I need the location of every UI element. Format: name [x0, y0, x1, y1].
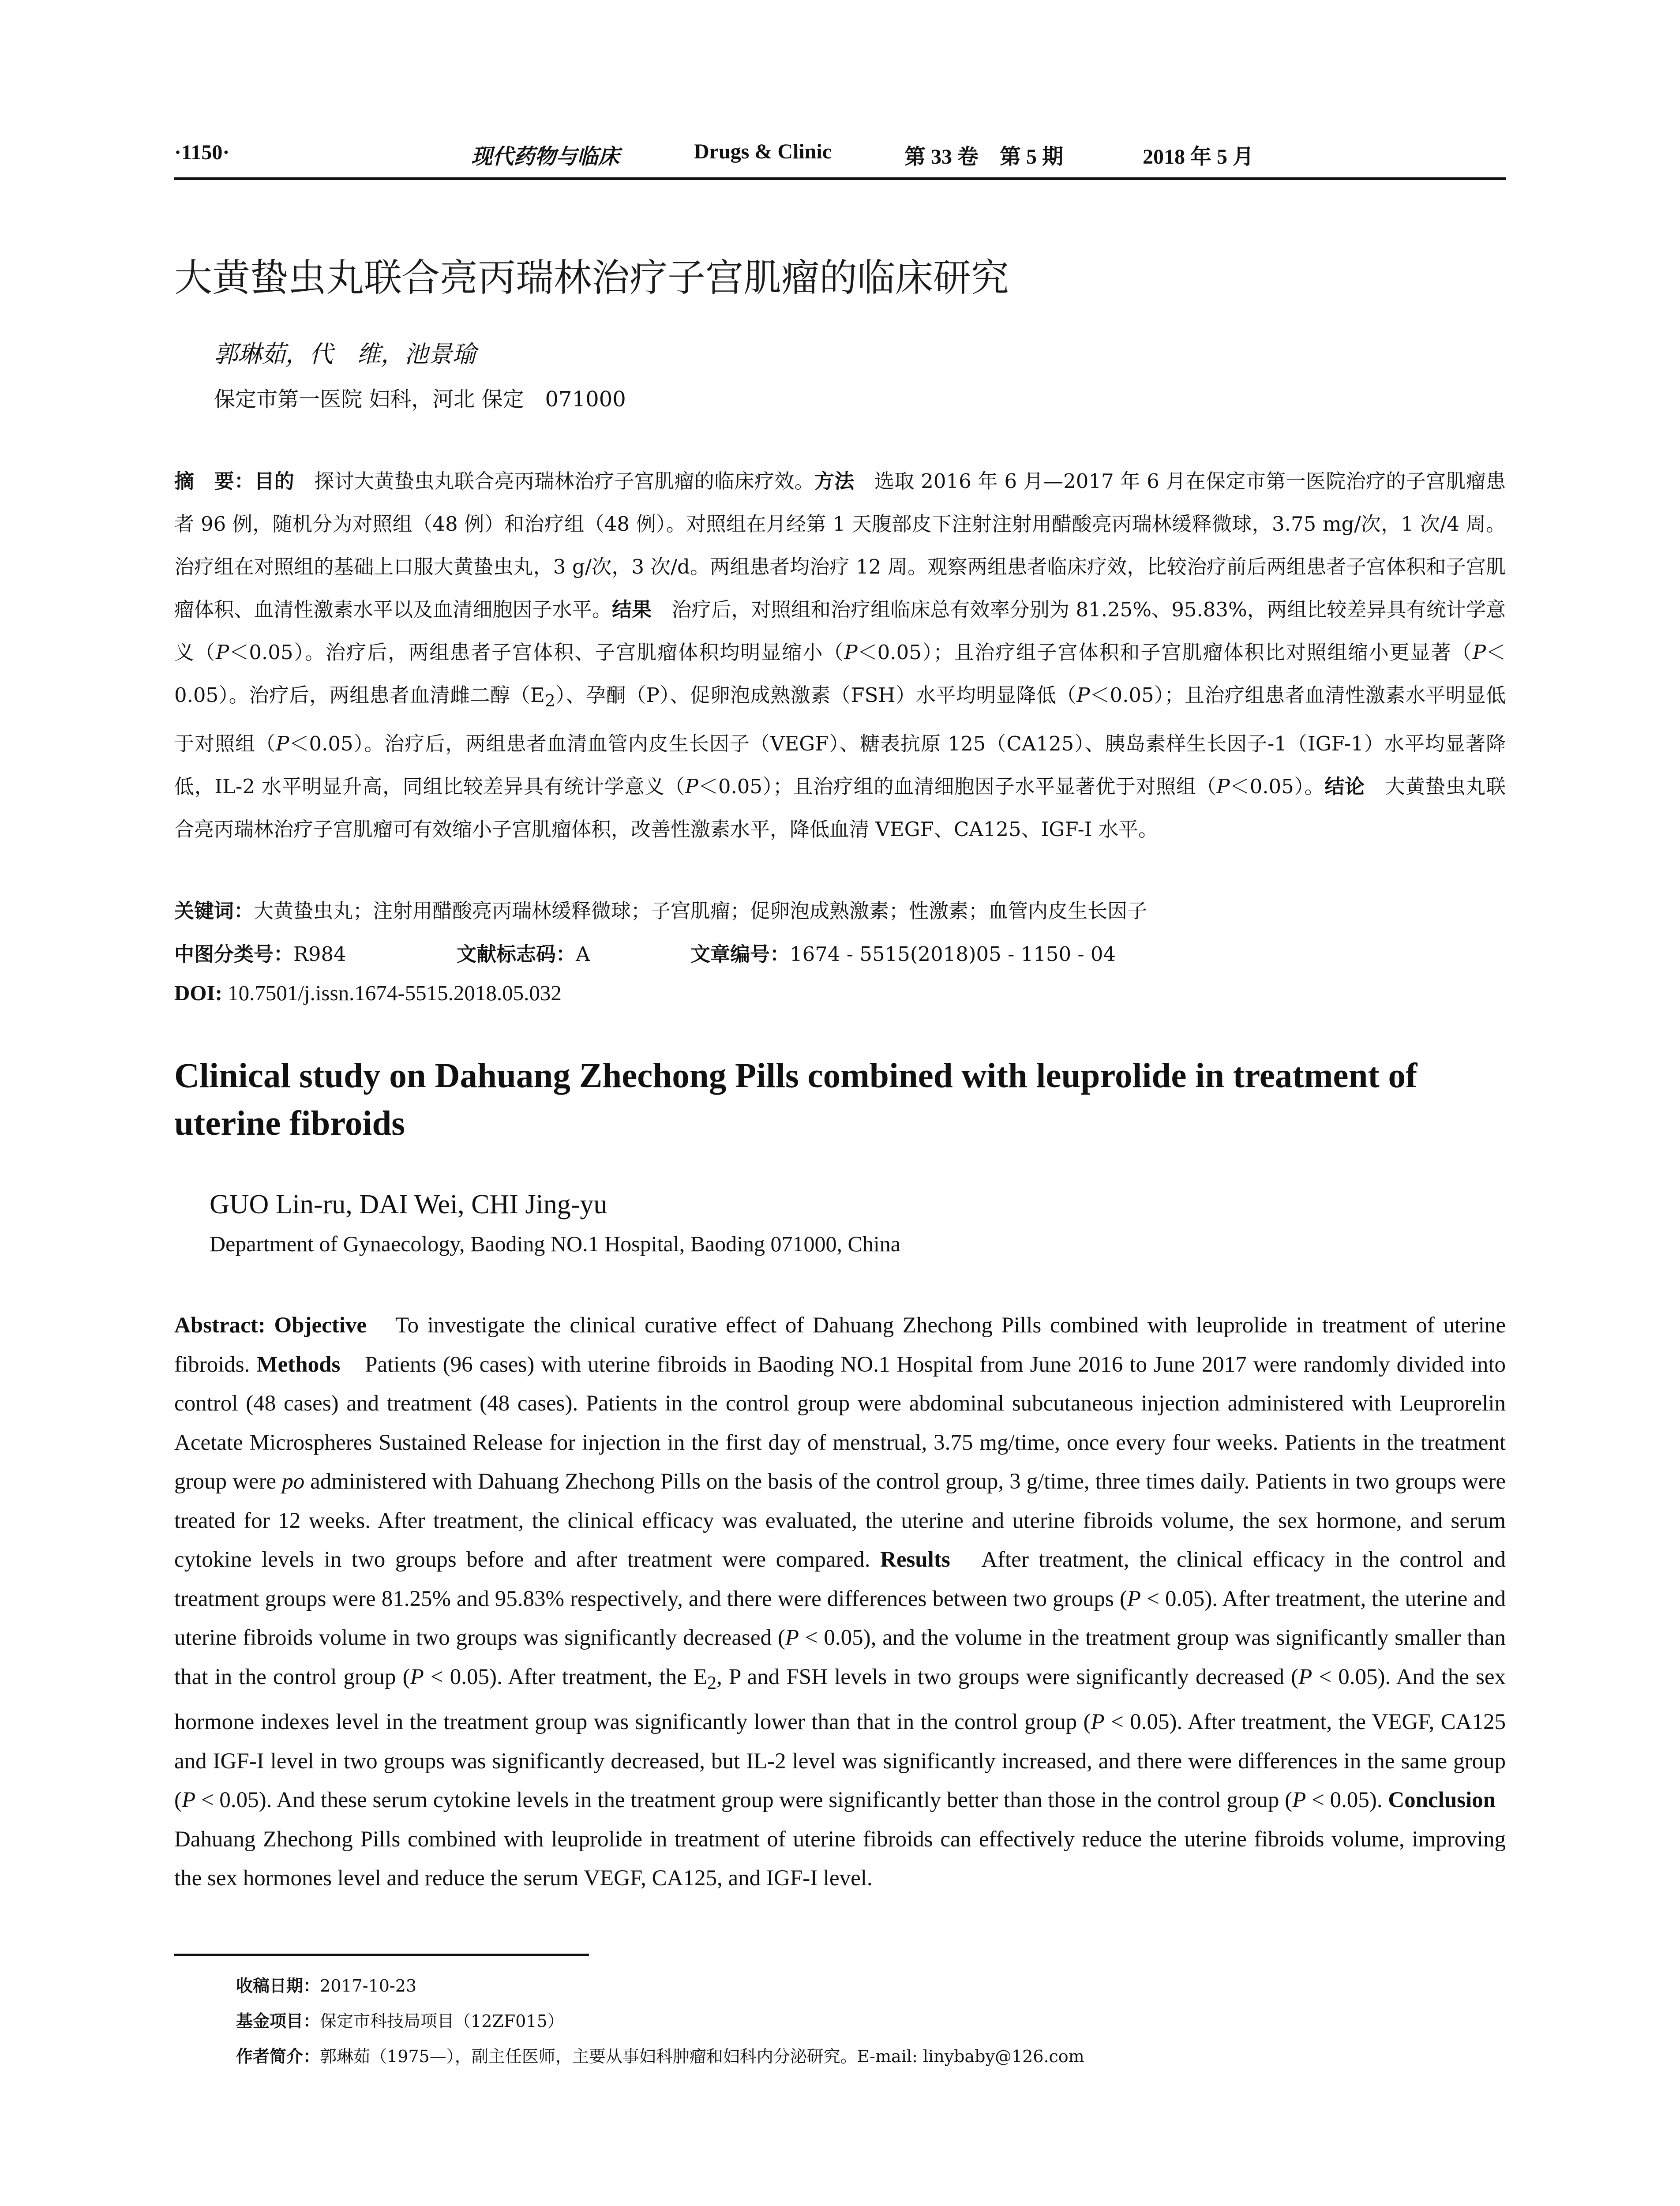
footnote-text: 郭琳茹（1975—），副主任医师，主要从事妇科肿瘤和妇科内分泌研究。E-mail: linybaby@126.com: [320, 2047, 1084, 2066]
journal-name-en: Drugs & Clinic: [694, 140, 832, 163]
results-cn-text: ＜0.05）；且治疗组的血清细胞因子水平显著优于对照组（: [698, 775, 1217, 798]
p-symbol: P: [410, 1664, 424, 1689]
objective-cn-label: 目的: [254, 469, 295, 493]
results-cn-text: ＜0.05）。治疗后，两组患者血清雌二醇（E: [174, 641, 1506, 707]
conclusion-cn-text: 大黄蛰虫丸联合亮丙瑞林治疗子宫肌瘤可有效缩小子宫肌瘤体积，改善性激素水平，降低血清 VEGF、CA125、IGF-I 水平。: [174, 775, 1506, 841]
journal-volume-issue: 第 33 卷 第 5 期: [904, 145, 1064, 169]
results-en-label: Results: [880, 1547, 950, 1572]
conclusion-en-label: Conclusion: [1388, 1788, 1496, 1813]
header-rule: [174, 177, 1506, 180]
article-no-value: 1674 - 5515(2018)05 - 1150 - 04: [790, 942, 1116, 966]
footnote-label: 作者简介：: [236, 2047, 320, 2066]
footnote-label: 收稿日期：: [236, 1976, 320, 1996]
doi-value: 10.7501/j.issn.1674-5515.2018.05.032: [222, 981, 562, 1005]
results-cn-text: ＜0.05）；且治疗组患者血清性激素水平明显低于对照组（: [174, 683, 1506, 755]
footnote-text: 2017-10-23: [320, 1976, 417, 1996]
results-cn-text: ＜0.05）。治疗后，两组患者子宫体积、子宫肌瘤体积均明显缩小（: [229, 641, 844, 664]
p-symbol: P: [1216, 775, 1230, 798]
results-cn-text: ）、孕酮（P）、促卵泡成熟激素（FSH）水平均明显降低（: [555, 683, 1077, 707]
results-cn-text: ＜0.05）。: [1230, 775, 1325, 798]
methods-en-text: Patients (96 cases) with uterine fibroids in Baoding NO.1 Hospital from June 2016 to June 2017 were randomly divided into control (48 cases) and treatment (48 cases). Patients in the control group were abdominal subcutaneous injection administered with Leuprorelin Acetate Microspheres Sustained Release for injection in the first day of menstrual, 3.75 mg/time, once every four weeks. Patients in the treatment group were: [174, 1352, 1506, 1494]
article-no-label: 文章编号：: [690, 942, 790, 966]
keywords-label: 关键词：: [174, 899, 254, 923]
results-cn-text: ＜0.05）。治疗后，两组患者血清血管内皮生长因子（VEGF）、糖表抗原 125（CA125）、胰岛素样生长因子-1（IGF-1）水平均显著降低，IL-2 水平明显升高，同组比较差异具有统计学意义（: [174, 732, 1506, 798]
abstract-en-label: Abstract: Objective: [174, 1313, 367, 1338]
page-number: ·1150·: [174, 141, 230, 164]
authors-cn: 郭琳茹，代 维，池景瑜: [214, 340, 476, 368]
authors-en: GUO Lin-ru, DAI Wei, CHI Jing-yu: [210, 1189, 608, 1219]
objective-cn-text: 探讨大黄蛰虫丸联合亮丙瑞林治疗子宫肌瘤的临床疗效。: [294, 469, 814, 493]
conclusion-en-text: Dahuang Zhechong Pills combined with leuprolide in treatment of uterine fibroids can effectively reduce the uterine fibroids volume, improving the sex hormones level and reduce the serum VEGF, CA125, and IGF-I level.: [174, 1788, 1519, 1891]
journal-name-cn: 现代药物与临床: [471, 145, 620, 169]
p-symbol: P: [1292, 1788, 1306, 1813]
conclusion-cn-label: 结论: [1324, 775, 1365, 798]
paper-title-en: Clinical study on Dahuang Zhechong Pills combined with leuprolide in treatment of uterine fibroids: [174, 1057, 1418, 1143]
results-cn-label: 结果: [611, 598, 652, 621]
results-en-text: < 0.05). After treatment, the VEGF, CA125 and IGF-I level in two groups was significantly decreased, but IL-2 level was significantly increased, and there were differences in the same group (: [174, 1710, 1506, 1813]
keywords-text: 大黄蛰虫丸；注射用醋酸亮丙瑞林缓释微球；子宫肌瘤；促卵泡成熟激素；性激素；血管内皮生长因子: [254, 899, 1148, 923]
p-symbol: P: [1091, 1710, 1105, 1735]
footnote-label: 基金项目：: [236, 2011, 320, 2031]
clc-value: R984: [293, 942, 346, 966]
methods-cn-text: 选取 2016 年 6 月—2017 年 6 月在保定市第一医院治疗的子宫肌瘤患者 96 例，随机分为对照组（48 例）和治疗组（48 例）。对照组在月经第 1 天腹部皮下注射注射用醋酸亮丙瑞林缓释微球，3.75 mg/次，1 次/4 周。治疗组在对照组的基础上口服大黄蛰虫丸，3 g/次，3 次/d。两组患者均治疗 12 周。观察两组患者临床疗效，比较治疗前后两组患者子宫体积和子宫肌瘤体积、血清性激素水平以及血清细胞因子水平。: [174, 469, 1506, 621]
methods-en-text: administered with Dahuang Zhechong Pills on the basis of the control group, 3 g/time, three times daily. Patients in two groups were treated for 12 weeks. After treatment, the clinical efficacy was evaluated, the uterine and uterine fibroids volume, the sex hormone, and serum cytokine levels in two groups before and after treatment were compared.: [174, 1469, 1506, 1572]
paper-title-cn: 大黄蛰虫丸联合亮丙瑞林治疗子宫肌瘤的临床研究: [174, 256, 1009, 300]
affiliation-cn: 保定市第一医院 妇科，河北 保定 071000: [214, 387, 626, 412]
p-symbol: P: [785, 1625, 799, 1650]
results-en-text: < 0.05). And these serum cytokine levels in the treatment group were significantly better than those in the control group (: [195, 1788, 1293, 1813]
p-symbol: P: [276, 732, 289, 755]
classification-line: [174, 938, 1116, 967]
subscript: 2: [544, 691, 555, 710]
abstract-cn-label: 摘 要：: [174, 469, 255, 493]
results-en-text: < 0.05).: [1306, 1788, 1388, 1813]
po-abbrev: po: [282, 1469, 305, 1494]
abstract-en: [174, 1306, 1519, 1898]
footnote-author-bio: [236, 2043, 1084, 2067]
p-symbol: P: [844, 641, 858, 664]
doi-label: DOI:: [174, 981, 222, 1005]
footnote-rule: [174, 1954, 589, 1956]
objective-en-text: To investigate the clinical curative effect of Dahuang Zhechong Pills combined with leuprolide in treatment of uterine fibroids.: [174, 1313, 1506, 1377]
results-en-text: After treatment, the clinical efficacy in the control and treatment groups were 81.25% and 95.83% respectively, and there were differences between two groups (: [174, 1547, 1506, 1611]
footnote-received: [236, 1972, 416, 1996]
results-en-text: < 0.05). After treatment, the E: [424, 1664, 707, 1689]
results-en-text: < 0.05). After treatment, the uterine and uterine fibroids volume in two groups was significantly decreased (: [174, 1586, 1506, 1650]
clc-label: 中图分类号：: [174, 942, 294, 966]
affiliation-en: Department of Gynaecology, Baoding NO.1 Hospital, Baoding 071000, China: [210, 1231, 900, 1256]
journal-date: 2018 年 5 月: [1143, 145, 1254, 169]
p-symbol: P: [1472, 641, 1486, 664]
abstract-cn: [174, 460, 1506, 851]
p-symbol: P: [216, 641, 229, 664]
p-symbol: P: [181, 1788, 196, 1813]
subscript: 2: [707, 1672, 717, 1693]
p-symbol: P: [685, 775, 698, 798]
methods-en-label: Methods: [256, 1352, 341, 1377]
doi-line: [174, 980, 562, 1005]
results-en-text: < 0.05), and the volume in the treatment group was significantly smaller than that in the control group (: [174, 1625, 1506, 1689]
p-symbol: P: [1076, 683, 1090, 707]
results-en-text: , P and FSH levels in two groups were significantly decreased (: [716, 1664, 1299, 1689]
p-symbol: P: [1127, 1586, 1141, 1611]
results-cn-text: 治疗后，对照组和治疗组临床总有效率分别为 81.25%、95.83%，两组比较差异具有统计学意义（: [174, 598, 1506, 664]
footnote-text: 保定市科技局项目（12ZF015）: [320, 2011, 564, 2031]
footnote-funding: [236, 2007, 564, 2032]
doc-code-label: 文献标志码：: [457, 942, 576, 966]
results-cn-text: ＜0.05）；且治疗组子宫体积和子宫肌瘤体积比对照组缩小更显著（: [857, 641, 1473, 664]
results-en-text: < 0.05). And the sex hormone indexes level in the treatment group was significantly lower than that in the control group (: [174, 1664, 1506, 1735]
methods-cn-label: 方法: [814, 469, 855, 493]
doc-code-value: A: [576, 942, 590, 966]
keywords-cn: [174, 895, 1147, 923]
p-symbol: P: [1298, 1664, 1312, 1689]
